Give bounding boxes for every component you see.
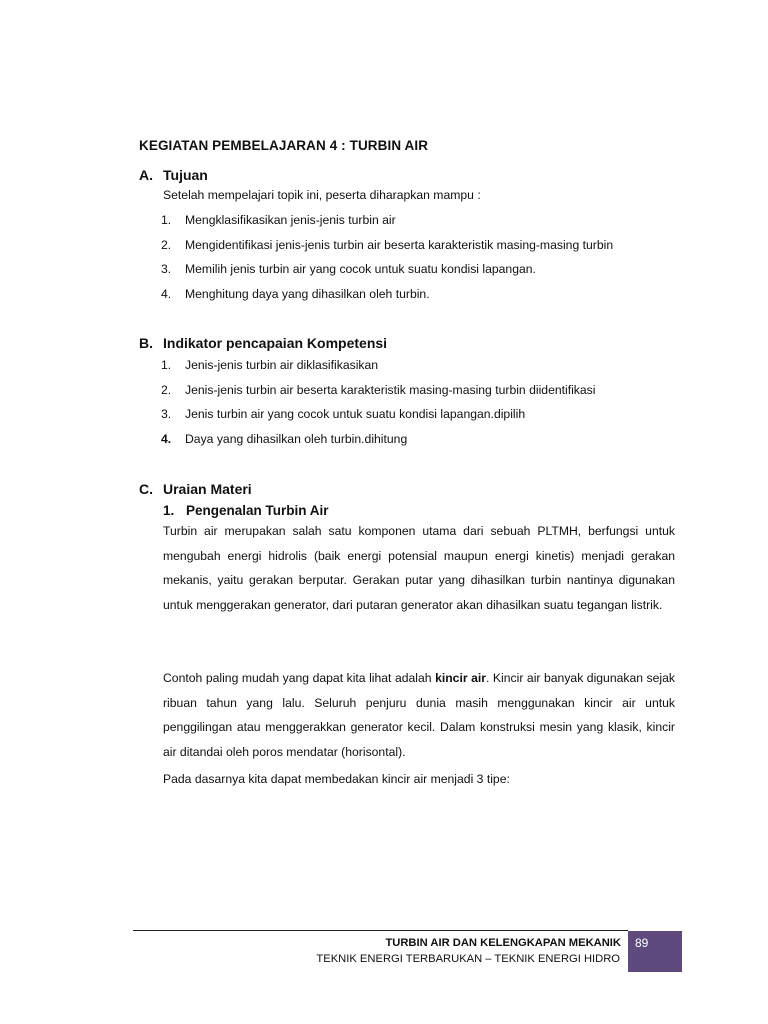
section-c-title: Uraian Materi: [163, 481, 252, 497]
closing-line: Pada dasarnya kita dapat membedakan kincir air menjadi 3 tipe:: [163, 772, 510, 786]
paragraph-intro: Turbin air merupakan salah satu komponen utama dari sebuah PLTMH, berfungsi untuk mengubah energi hidrolis (baik energi potensial maupun energi kinetis) menjadi gerakan mekanis, yaitu gerakan berputar. Gerakan putar yang dihasilkan turbin nantinya digunakan untuk menggerakan generator, dari putaran generator akan dihasilkan suatu tegangan listrik.: [163, 524, 675, 612]
footer-rule: [133, 930, 628, 931]
paragraph-text: . Kincir air banyak digunakan sejak ribuan tahun yang lalu. Seluruh penjuru dunia masih menggunakan kincir air untuk penggilingan atau menggerakkan generator kecil. Dalam konstruksi mesin yang klasik, kincir air ditandai oleh poros mendatar (horisontal).: [163, 671, 676, 759]
footer-subtitle: TEKNIK ENERGI TERBARUKAN – TEKNIK ENERGI HIDRO: [316, 953, 620, 965]
section-a-letter: A.: [139, 167, 153, 183]
list-item-number: 2.: [161, 237, 172, 252]
list-item-number: 3.: [161, 262, 172, 276]
subsection-number: 1.: [163, 503, 175, 518]
subsection-heading: [163, 503, 329, 518]
list-item-text: Memilih jenis turbin air yang cocok untuk suatu kondisi lapangan.: [185, 262, 536, 276]
list-item: [161, 212, 613, 237]
list-item-text: Mengidentifikasi jenis-jenis turbin air beserta karakteristik masing-masing turbin: [185, 237, 614, 252]
objectives-list: [161, 212, 613, 310]
page-heading: KEGIATAN PEMBELAJARAN 4 : TURBIN AIR: [139, 138, 429, 153]
list-item: [161, 431, 595, 456]
list-item-text: Jenis turbin air yang cocok untuk suatu kondisi lapangan.dipilih: [185, 407, 526, 421]
section-b-letter: B.: [139, 335, 153, 351]
list-item-number: 2.: [161, 382, 172, 397]
section-b-heading: [139, 335, 387, 351]
section-c-heading: [139, 481, 252, 497]
list-item-number: 4.: [161, 431, 172, 446]
list-item-text: Mengklasifikasikan jenis-jenis turbin air: [185, 213, 396, 227]
list-item: [161, 406, 595, 431]
list-item-text: Menghitung daya yang dihasilkan oleh turbin.: [185, 286, 430, 301]
list-item-text: Daya yang dihasilkan oleh turbin.dihitung: [185, 431, 408, 446]
list-item: [161, 286, 613, 311]
list-item-number: 3.: [161, 407, 172, 421]
list-item: [161, 261, 613, 286]
list-item-number: 1.: [161, 358, 172, 372]
list-item-number: 1.: [161, 213, 172, 227]
section-b-title: Indikator pencapaian Kompetensi: [163, 335, 388, 351]
section-a-intro: Setelah mempelajari topik ini, peserta diharapkan mampu :: [163, 188, 481, 202]
list-item: [161, 382, 595, 407]
list-item: [161, 357, 595, 382]
section-c-letter: C.: [139, 481, 153, 497]
list-item: [161, 237, 613, 262]
section-a-heading: [139, 167, 208, 183]
list-item-text: Jenis-jenis turbin air diklasifikasikan: [185, 358, 379, 372]
footer-title: TURBIN AIR DAN KELENGKAPAN MEKANIK: [385, 937, 621, 949]
page-number: 89: [635, 936, 649, 950]
bold-term: kincir air: [435, 671, 487, 685]
page-number-box: [628, 931, 682, 972]
paragraph-text: Contoh paling mudah yang dapat kita lihat adalah: [163, 671, 436, 685]
list-item-text: Jenis-jenis turbin air beserta karakteristik masing-masing turbin diidentifikasi: [185, 382, 596, 397]
paragraph-kincir-air: [163, 666, 675, 764]
section-a-title: Tujuan: [163, 167, 208, 183]
subsection-title: Pengenalan Turbin Air: [186, 503, 329, 518]
indicators-list: [161, 357, 595, 455]
list-item-number: 4.: [161, 286, 172, 301]
